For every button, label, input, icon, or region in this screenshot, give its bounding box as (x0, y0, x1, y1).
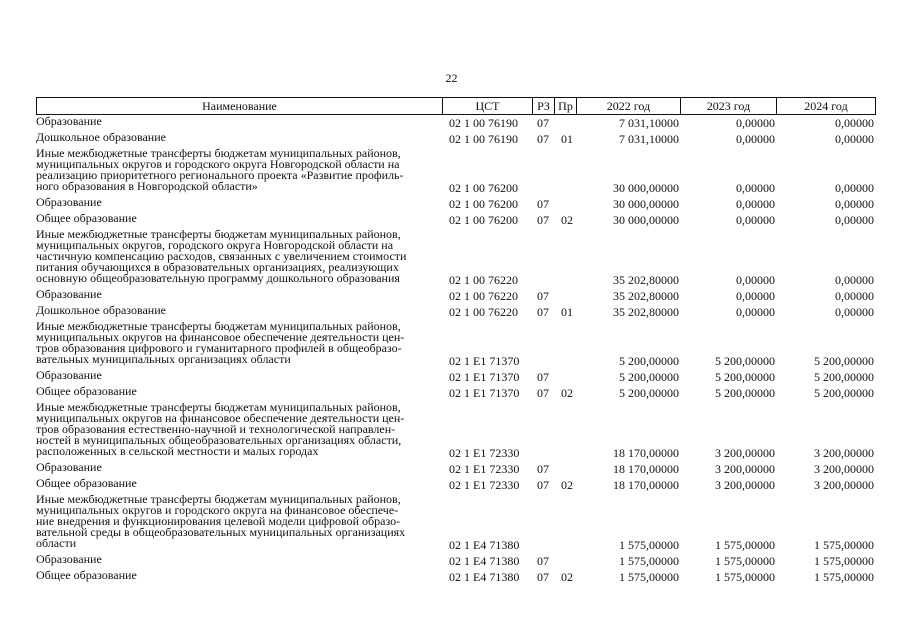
row-value-2022: 35 202,80000 (613, 273, 679, 287)
row-name: Иные межбюджетные трансферты бюджетам муниципальных районов, муниципальных округов на финансовое обеспечение деятельности цен- тров образования цифрового и гуманитарного профилей в общеобразо- вательных муниципальных организациях области (36, 319, 405, 366)
row-cst: 02 1 Е1 72330 (449, 478, 520, 492)
row-value-2024: 0,00000 (835, 197, 874, 211)
row-value-2022: 7 031,10000 (619, 132, 679, 146)
row-value-2024: 0,00000 (835, 181, 874, 195)
row-value-2024: 0,00000 (835, 213, 874, 227)
row-value-2022: 1 575,00000 (619, 538, 679, 552)
row-value-2023: 0,00000 (736, 132, 775, 146)
row-cst: 02 1 00 76220 (449, 273, 518, 287)
row-rz: 07 (537, 370, 549, 384)
row-name: Общее образование (36, 384, 137, 398)
row-cst: 02 1 Е1 71370 (449, 354, 520, 368)
row-name: Образование (36, 195, 102, 209)
row-value-2022: 18 170,00000 (613, 446, 679, 460)
header-rz: РЗ (533, 98, 555, 114)
row-rz: 07 (537, 478, 549, 492)
row-value-2022: 30 000,00000 (613, 213, 679, 227)
row-value-2022: 18 170,00000 (613, 462, 679, 476)
row-rz: 07 (537, 116, 549, 130)
row-value-2024: 5 200,00000 (814, 354, 874, 368)
row-pr: 02 (561, 386, 573, 400)
row-value-2024: 0,00000 (835, 289, 874, 303)
row-value-2023: 3 200,00000 (715, 446, 775, 460)
row-value-2022: 35 202,80000 (613, 289, 679, 303)
row-value-2022: 5 200,00000 (619, 370, 679, 384)
row-name: Образование (36, 287, 102, 301)
row-value-2022: 7 031,10000 (619, 116, 679, 130)
table-row (0, 494, 903, 554)
row-name: Образование (36, 552, 102, 566)
row-name: Иные межбюджетные трансферты бюджетам муниципальных районов, муниципальных округов, городского округа Новгородской области на частичную компенсацию расходов, связанных с увеличением стоимости питания обучающихся в образовательных организациях, реализующих основную общеобразовательную программу дошкольного образования (36, 227, 407, 285)
row-name: Общее образование (36, 568, 137, 582)
row-name: Образование (36, 114, 102, 128)
row-value-2023: 5 200,00000 (715, 370, 775, 384)
row-rz: 07 (537, 554, 549, 568)
header-2024: 2024 год (804, 99, 848, 113)
row-name: Общее образование (36, 211, 137, 225)
row-rz: 07 (537, 213, 549, 227)
row-cst: 02 1 Е1 71370 (449, 370, 520, 384)
row-name: Иные межбюджетные трансферты бюджетам муниципальных районов, муниципальных округов на финансовое обеспечение деятельности цен- тров образования естественно-научной и технологической направлен- ностей в муниципальных общеобразовательных организациях области, расположенных в сельской местности и малых городах (36, 400, 405, 458)
row-name: Дошкольное образование (36, 130, 166, 144)
row-cst: 02 1 00 76190 (449, 116, 518, 130)
row-rz: 07 (537, 386, 549, 400)
row-value-2024: 3 200,00000 (814, 446, 874, 460)
row-value-2023: 1 575,00000 (715, 570, 775, 584)
row-value-2022: 30 000,00000 (613, 181, 679, 195)
row-rz: 07 (537, 305, 549, 319)
header-2023: 2023 год (681, 98, 777, 114)
row-value-2022: 1 575,00000 (619, 570, 679, 584)
row-value-2023: 0,00000 (736, 197, 775, 211)
row-cst: 02 1 00 76200 (449, 213, 518, 227)
table-row (0, 402, 903, 462)
row-value-2022: 5 200,00000 (619, 354, 679, 368)
row-cst: 02 1 Е4 71380 (449, 554, 520, 568)
row-rz: 07 (537, 570, 549, 584)
table-header (36, 97, 876, 115)
row-name: Образование (36, 460, 102, 474)
row-value-2024: 5 200,00000 (814, 386, 874, 400)
row-value-2022: 5 200,00000 (619, 386, 679, 400)
table-row (0, 321, 903, 370)
page-number: 22 (445, 71, 458, 85)
row-pr: 02 (561, 478, 573, 492)
row-cst: 02 1 Е1 72330 (449, 446, 520, 460)
table-row (0, 148, 903, 197)
header-pr: Пр (555, 98, 577, 114)
row-value-2022: 1 575,00000 (619, 554, 679, 568)
row-value-2024: 5 200,00000 (814, 370, 874, 384)
header-2022: 2022 год (577, 98, 681, 114)
row-value-2022: 18 170,00000 (613, 478, 679, 492)
row-cst: 02 1 00 76200 (449, 197, 518, 211)
row-value-2024: 0,00000 (835, 116, 874, 130)
row-value-2022: 35 202,80000 (613, 305, 679, 319)
row-value-2024: 1 575,00000 (814, 538, 874, 552)
row-name: Образование (36, 368, 102, 382)
row-value-2024: 1 575,00000 (814, 570, 874, 584)
row-rz: 07 (537, 289, 549, 303)
row-value-2023: 1 575,00000 (715, 538, 775, 552)
row-value-2023: 5 200,00000 (715, 354, 775, 368)
row-value-2024: 3 200,00000 (814, 478, 874, 492)
row-value-2023: 5 200,00000 (715, 386, 775, 400)
row-rz: 07 (537, 132, 549, 146)
row-pr: 02 (561, 213, 573, 227)
table-body (0, 116, 903, 586)
row-name: Иные межбюджетные трансферты бюджетам муниципальных районов, муниципальных округов и городского округа Новгородской области на реализацию приоритетного регионального проекта «Развитие профиль- ного образования в Новгородской области» (36, 146, 404, 193)
row-value-2023: 0,00000 (736, 213, 775, 227)
row-rz: 07 (537, 197, 549, 211)
row-value-2022: 30 000,00000 (613, 197, 679, 211)
row-name: Дошкольное образование (36, 303, 166, 317)
row-value-2024: 0,00000 (835, 305, 874, 319)
row-cst: 02 1 Е4 71380 (449, 538, 520, 552)
row-pr: 01 (561, 305, 573, 319)
row-value-2023: 1 575,00000 (715, 554, 775, 568)
row-cst: 02 1 00 76220 (449, 305, 518, 319)
row-value-2024: 3 200,00000 (814, 462, 874, 476)
row-cst: 02 1 Е1 71370 (449, 386, 520, 400)
row-cst: 02 1 Е1 72330 (449, 462, 520, 476)
row-cst: 02 1 00 76200 (449, 181, 518, 195)
row-value-2023: 0,00000 (736, 305, 775, 319)
row-value-2024: 0,00000 (835, 273, 874, 287)
row-rz: 07 (537, 462, 549, 476)
row-pr: 02 (561, 570, 573, 584)
row-name: Общее образование (36, 476, 137, 490)
row-value-2023: 0,00000 (736, 116, 775, 130)
row-value-2024: 0,00000 (835, 132, 874, 146)
header-cst: ЦСТ (443, 98, 533, 114)
row-cst: 02 1 Е4 71380 (449, 570, 520, 584)
row-value-2023: 3 200,00000 (715, 478, 775, 492)
row-pr: 01 (561, 132, 573, 146)
row-value-2023: 3 200,00000 (715, 462, 775, 476)
table-row (0, 229, 903, 289)
row-value-2023: 0,00000 (736, 289, 775, 303)
row-value-2023: 0,00000 (736, 181, 775, 195)
row-value-2024: 1 575,00000 (814, 554, 874, 568)
header-name: Наименование (37, 98, 443, 114)
table-row (0, 570, 903, 586)
row-cst: 02 1 00 76190 (449, 132, 518, 146)
row-value-2023: 0,00000 (736, 273, 775, 287)
row-cst: 02 1 00 76220 (449, 289, 518, 303)
row-name: Иные межбюджетные трансферты бюджетам муниципальных районов, муниципальных округов и городского округа на финансовое обеспече- ние внедрения и функционирования целевой модели цифровой образо- вательной среды в общеобразовательных муниципальных организациях области (36, 492, 406, 550)
